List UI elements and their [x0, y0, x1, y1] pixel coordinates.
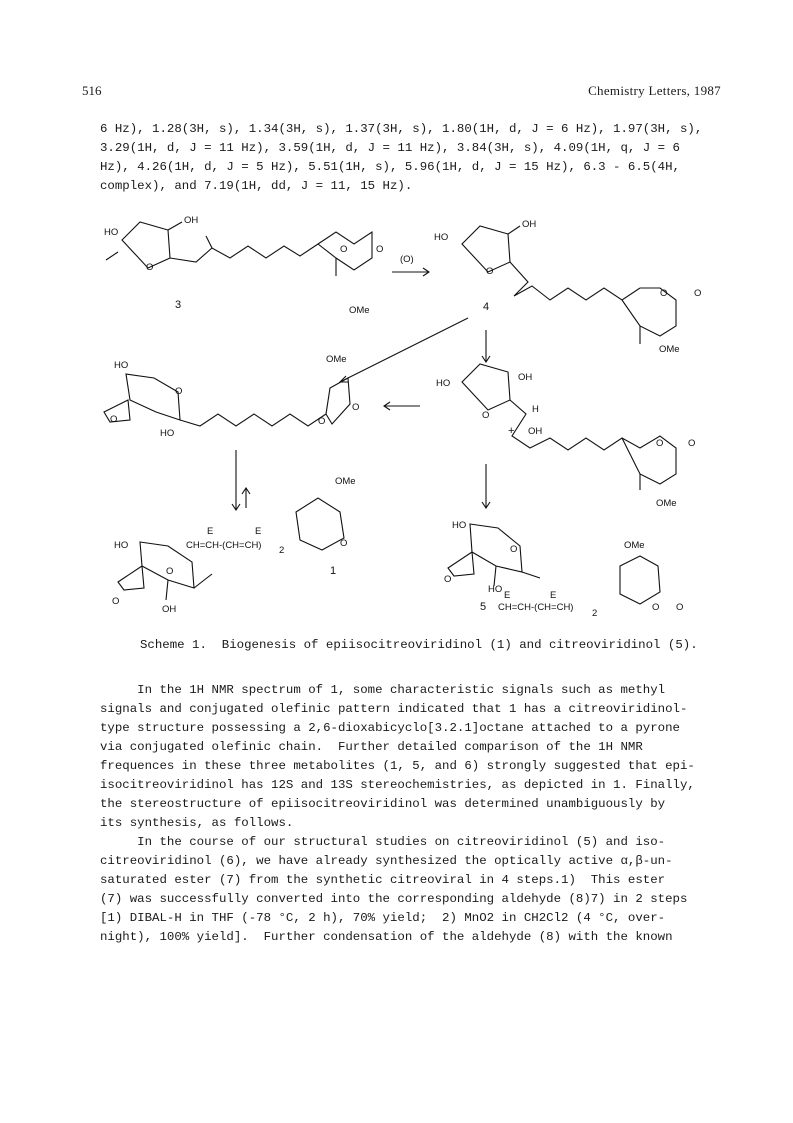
label-o: O — [340, 244, 348, 255]
label-ho: HO — [452, 520, 467, 531]
label-o: O — [652, 602, 660, 613]
text-line: via conjugated olefinic chain. Further detailed comparison of the 1H NMR — [100, 740, 643, 754]
label-h: H — [532, 404, 539, 415]
text-line: the stereostructure of epiisocitreoviridinol was determined unambiguously by — [100, 797, 666, 811]
label-oxidation: (O) — [400, 254, 414, 265]
label-o: O — [676, 602, 684, 613]
label-oh: OH — [528, 426, 543, 437]
label-ho: HO — [114, 540, 129, 551]
label-o: O — [166, 566, 174, 577]
label-o: O — [510, 544, 518, 555]
label-ho: HO — [436, 378, 451, 389]
compound-number: 1 — [330, 565, 337, 577]
text-line: isocitreoviridinol has 12S and 13S stereochemistries, as depicted in 1. Finally, — [100, 778, 695, 792]
label-chain: CH=CH-(CH=CH) — [186, 540, 262, 551]
label-o: O — [340, 538, 348, 549]
label-ho: HO — [160, 428, 175, 439]
text-line: (7) was successfully converted into the corresponding aldehyde (8)7) in 2 steps — [100, 892, 688, 906]
page-number: 516 — [82, 83, 102, 98]
oxidation-arrow — [392, 254, 429, 276]
label-ome: OMe — [349, 305, 370, 316]
label-ho: HO — [114, 360, 129, 371]
label-o: O — [175, 386, 183, 397]
label-ome: OMe — [624, 540, 645, 551]
compound-number: 5 — [480, 601, 487, 613]
text-line: In the course of our structural studies on citreoviridinol (5) and iso- — [100, 835, 666, 849]
label-ho: HO — [104, 227, 119, 238]
scheme-caption: Scheme 1. Biogenesis of epiisocitreoviridinol (1) and citreoviridinol (5). — [140, 638, 698, 652]
label-chain: CH=CH-(CH=CH) — [498, 602, 574, 613]
label-ho: HO — [434, 232, 449, 243]
label-o: O — [688, 438, 696, 449]
label-o: O — [112, 596, 120, 607]
label-o: O — [110, 414, 118, 425]
label-subscript: 2 — [592, 608, 598, 619]
label-ome: OMe — [656, 498, 677, 509]
text-line: type structure possessing a 2,6-dioxabicyclo[3.2.1]octane attached to a pyrone — [100, 721, 680, 735]
label-e: E — [550, 590, 557, 601]
label-oh: OH — [162, 604, 177, 615]
label-oh: OH — [518, 372, 533, 383]
label-e: E — [504, 590, 511, 601]
carbocation-intermediate — [436, 364, 695, 509]
text-line: 6 Hz), 1.28(3H, s), 1.34(3H, s), 1.37(3H, s), 1.80(1H, d, J = 6 Hz), 1.97(3H, s), — [100, 122, 703, 136]
text-line: its synthesis, as follows. — [100, 816, 294, 830]
label-o: O — [146, 262, 154, 273]
text-line: complex), and 7.19(1H, dd, J = 11, 15 Hz). — [100, 179, 413, 193]
label-ome: OMe — [326, 354, 347, 365]
label-ome: OMe — [659, 344, 680, 355]
label-o: O — [656, 438, 664, 449]
label-plus: + — [508, 425, 515, 437]
label-e: E — [255, 526, 262, 537]
text-line: frequences in these three metabolites (1, 5, and 6) strongly suggested that epi- — [100, 759, 695, 773]
compound-number: 4 — [483, 301, 490, 313]
text-line: [1) DIBAL-H in THF (-78 °C, 2 h), 70% yield; 2) MnO2 in CH2Cl2 (4 °C, over- — [100, 911, 666, 925]
label-o: O — [694, 288, 702, 299]
label-o: O — [318, 416, 326, 427]
text-line: Hz), 4.26(1H, d, J = 5 Hz), 5.51(1H, s), 5.96(1H, d, J = 15 Hz), 6.3 - 6.5(4H, — [100, 160, 680, 174]
label-ome: OMe — [335, 476, 356, 487]
text-line: citreoviridinol (6), we have already synthesized the optically active α,β-un- — [100, 854, 673, 868]
compound-number: 3 — [175, 299, 182, 311]
label-o: O — [660, 288, 668, 299]
text-line: saturated ester (7) from the synthetic citreoviral in 4 steps.1) This ester — [100, 873, 666, 887]
label-o: O — [486, 266, 494, 277]
compound-3-structure — [104, 215, 383, 316]
compound-4-structure — [434, 219, 701, 355]
label-oh: OH — [522, 219, 537, 230]
label-ho: HO — [488, 584, 503, 595]
label-e: E — [207, 526, 214, 537]
compound-1-structure — [112, 476, 356, 615]
text-line: In the 1H NMR spectrum of 1, some characteristic signals such as methyl — [100, 683, 666, 697]
label-o: O — [444, 574, 452, 585]
bicyclic-intermediate — [104, 354, 359, 439]
label-o: O — [482, 410, 490, 421]
text-line: signals and conjugated olefinic pattern indicated that 1 has a citreoviridinol- — [100, 702, 688, 716]
label-oh: OH — [184, 215, 199, 226]
text-line: 3.29(1H, d, J = 11 Hz), 3.59(1H, d, J = 11 Hz), 3.84(3H, s), 4.09(1H, q, J = 6 — [100, 141, 680, 155]
compound-5-structure — [444, 520, 683, 619]
label-o: O — [352, 402, 360, 413]
label-subscript: 2 — [279, 545, 285, 556]
text-line: night), 100% yield]. Further condensation of the aldehyde (8) with the known — [100, 930, 673, 944]
journal-header: Chemistry Letters, 1987 — [588, 83, 721, 98]
label-o: O — [376, 244, 384, 255]
